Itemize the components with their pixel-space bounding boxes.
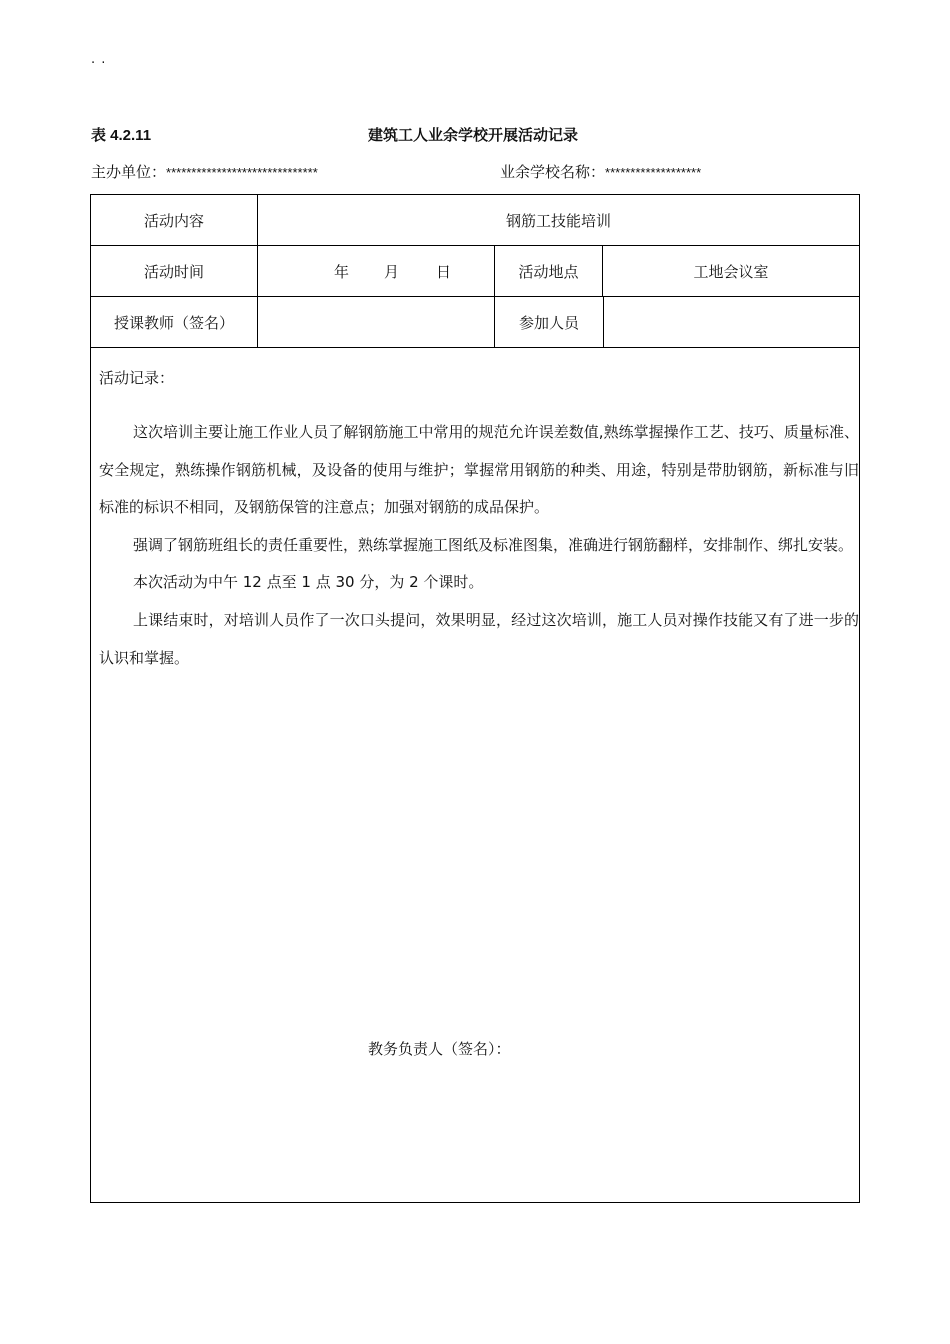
time-month: 月: [384, 262, 400, 281]
teacher-label: 授课教师（签名）: [113, 313, 234, 332]
record-body: [99, 414, 859, 677]
time-day: 日: [436, 262, 452, 281]
row-divider: [91, 347, 859, 348]
organizer-label: 主办单位：: [91, 163, 167, 181]
attendees-field: [604, 297, 859, 347]
corner-mark: · ·: [91, 56, 107, 71]
content-value: 钢筋工技能培训: [505, 211, 611, 230]
document-title: 建筑工人业余学校开展活动记录: [368, 126, 579, 144]
organizer-line: [91, 162, 318, 182]
academic-director-signature: 教务负责人（签名）：: [368, 1040, 511, 1058]
record-label: 活动记录：: [99, 369, 175, 387]
place-label: 活动地点: [518, 262, 579, 281]
time-label: 活动时间: [143, 262, 204, 281]
attendees-label: 参加人员: [518, 313, 579, 332]
time-year: 年: [334, 262, 350, 281]
record-paragraph: 强调了钢筋班组长的责任重要性，熟练掌握施工图纸及标准图集，准确进行钢筋翻样，安排制作、绑扎安装。: [133, 535, 854, 554]
time-value: [258, 246, 494, 296]
table-number: 表 4.2.11: [91, 127, 152, 144]
content-label: 活动内容: [143, 211, 204, 230]
school-name-line: [500, 162, 701, 182]
place-value: 工地会议室: [693, 262, 769, 281]
school-name-value: *******************: [605, 165, 702, 180]
school-name-label: 业余学校名称：: [500, 163, 606, 181]
title-row: [91, 124, 859, 146]
activity-record-table: [90, 194, 860, 1203]
record-paragraph: 本次活动为中午 12 点至 1 点 30 分，为 2 个课时。: [133, 573, 484, 592]
record-paragraph: 这次培训主要让施工作业人员了解钢筋施工中常用的规范允许误差数值,熟练掌握操作工艺、技巧、质量标准、安全规定，熟练操作钢筋机械，及设备的使用与维护；掌握常用钢筋的种类、用途，特别是带肋钢筋，新标准与旧标准的标识不相同，及钢筋保管的注意点；加强对钢筋的成品保护。: [99, 423, 859, 517]
organizer-value: ******************************: [166, 165, 318, 180]
teacher-signature-field: [258, 297, 494, 347]
record-paragraph: 上课结束时，对培训人员作了一次口头提问，效果明显，经过这次培训，施工人员对操作技能又有了进一步的认识和掌握。: [99, 610, 859, 667]
